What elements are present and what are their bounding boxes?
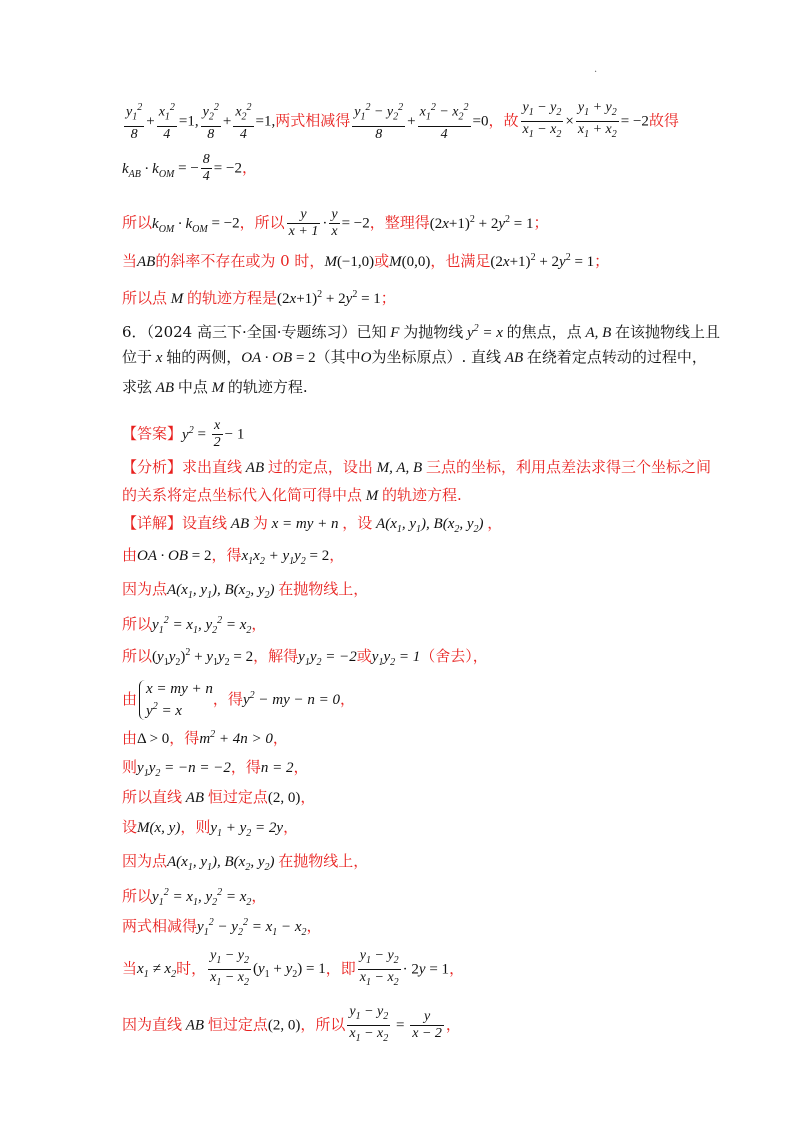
- solution-line-4: 当AB的斜率不存在或为 0 时，M(−1,0)或M(0,0)，也满足$(2x+1)^2 + 2y^2 = 1$；: [122, 252, 610, 270]
- detail-line-14: 当$x_1 \ne x_2$时， $\frac{y_1 - y_2}{x_1 - x_2}$ $(y_1 + y_2) = 1$，即 $\frac{y_1 - y_2}{x_1 - x_2}$ · 2y = 1，: [122, 948, 465, 988]
- question-6-line-3: 求弦 AB 中点 M 的轨迹方程.: [122, 378, 308, 396]
- analysis-line-1: 【分析】求出直线 AB 过的定点，设出 M, A, B 三点的坐标，利用点差法求得三个坐标之间: [122, 458, 711, 476]
- equation-system: x = my + n $y^2 = x$: [139, 680, 213, 720]
- question-6-line-1: 6．（2024 高三下·全国·专题练习）已知 F 为抛物线 $y^2 = x$ 的焦点，点 A, B 在该抛物线上且: [122, 323, 721, 341]
- detail-line-10: 设M(x, y)，则$y_1 + y_2 = 2y$，: [122, 818, 299, 839]
- header-mark: .: [594, 64, 598, 75]
- solution-line-1: $\frac{y_1^2}{8}$ + $\frac{x_1^2}{4}$ =1, $\frac{y_2^2}{8}$ + $\frac{x_2^2}{4}$ =1,两式相减得 $\frac{y_1^2 - y_2^2}{8}$ + $\frac{x_1^2 - x_2^2}{4}$ =0，故 $\frac{y_1 - y_2}{x_1 - x_2}$ × $\frac{y_1 + y_2}{x_1 + x_2}$ = −2故得: [126, 100, 679, 142]
- detail-line-6: 由 x = my + n $y^2 = x$ ，得$y^2$ − my − n = 0，: [122, 681, 355, 719]
- detail-line-9: 所以直线 AB 恒过定点(2, 0)，: [122, 788, 316, 806]
- detail-line-2: 由OA · OB = 2，得$x_1x_2 + y_1y_2 = 2$，: [122, 546, 345, 567]
- detail-line-13: 两式相减得$y_1^2 - y_2^2 = x_1 - x_2$，: [122, 917, 322, 938]
- detail-line-7: 由Δ > 0，得$m^2 + 4n > 0$，: [122, 729, 288, 747]
- detail-line-1: 【详解】设直线 AB 为 x = my + n ，设 $A(x_1$, $y_1$), $B(x_2$, $y_2$) ，: [122, 514, 503, 535]
- analysis-line-2: 的关系将定点坐标代入化简可得中点 M 的轨迹方程.: [122, 486, 462, 504]
- solution-line-2: $k_{AB} \cdot k_{OM}$ = − $\frac{8}{4}$ = −2，: [122, 152, 257, 184]
- detail-line-12: 所以$y_1^2 = x_1$, $y_2^2 = x_2$，: [122, 887, 267, 908]
- solution-line-3: 所以$k_{OM} \cdot k_{OM} = -2$，所以 $\frac{y}{x + 1}$ · $\frac{y}{x}$ = −2，整理得$(2x+1)^2 + 2y^2 = 1$；: [122, 207, 549, 239]
- question-6-line-2: 位于 x 轴的两侧，OA · OB = 2（其中O为坐标原点）. 直线 AB 在绕着定点转动的过程中，: [122, 348, 707, 366]
- detail-line-5: 所以$(y_1y_2)^2 + y_1y_2 = 2$，解得$y_1y_2 = -2$或$y_1y_2 = 1$（舍去），: [122, 647, 488, 668]
- detail-line-8: 则$y_1y_2 = -n = -2$，得n = 2，: [122, 758, 309, 779]
- detail-line-11: 因为点$A(x_1$, $y_1$), $B(x_2$, $y_2$) 在抛物线上，: [122, 852, 369, 873]
- detail-line-15: 因为直线 AB 恒过定点(2, 0)，所以 $\frac{y_1 - y_2}{x_1 - x_2}$ = $\frac{y}{x - 2}$ ，: [122, 1004, 461, 1044]
- detail-line-3: 因为点$A(x_1$, $y_1$), $B(x_2$, $y_2$) 在抛物线上，: [122, 580, 369, 601]
- detail-line-4: 所以$y_1^2 = x_1$, $y_2^2 = x_2$，: [122, 615, 267, 636]
- answer-line: 【答案】$y^2$ = $\frac{x}{2}$ − 1: [122, 418, 245, 450]
- solution-line-5: 所以点 M 的轨迹方程是$(2x+1)^2 + 2y^2 = 1$；: [122, 289, 396, 307]
